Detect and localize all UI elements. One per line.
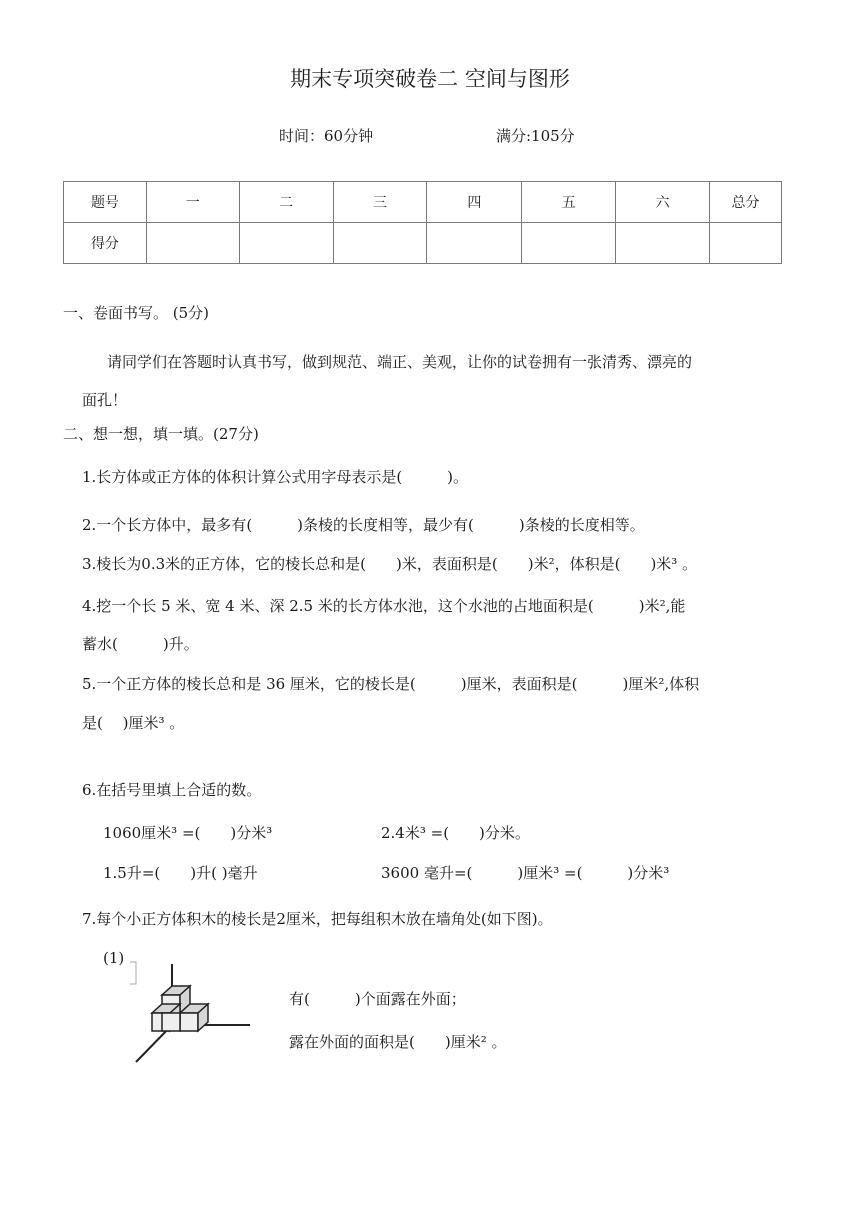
section1-text-line2: 面孔！ (82, 391, 128, 409)
question-6: 6.在括号里填上合适的数。 (82, 781, 262, 799)
exam-time: 时间：60分钟 (279, 127, 374, 145)
question-7b: 露在外面的面积是( )厘米² 。 (289, 1033, 507, 1051)
question-5-line1: 5.一个正方体的棱长总和是 36 厘米，它的棱长是( )厘米，表面积是( )厘米²,体积 (82, 675, 700, 693)
row-label: 得分 (64, 223, 147, 264)
question-5-line2: 是( )厘米³ 。 (82, 714, 185, 732)
question-3: 3.棱长为0.3米的正方体，它的棱长总和是( )米，表面积是( )米²，体积是( )米³ 。 (82, 555, 698, 573)
page-title: 期末专项突破卷二 空间与图形 (290, 67, 570, 91)
score-cell[interactable] (146, 223, 239, 264)
question-6d: 3600 毫升=( )厘米³ =( )分米³ (381, 864, 670, 882)
section1-text-line1: 请同学们在答题时认真书写，做到规范、端正、美观，让你的试卷拥有一张清秀、漂亮的 (107, 353, 693, 371)
question-7: 7.每个小正方体积木的棱长是2厘米，把每组积木放在墙角处(如下图)。 (82, 910, 553, 928)
header-cell: 总分 (710, 182, 782, 223)
score-cell[interactable] (616, 223, 710, 264)
section1-heading: 一、卷面书写。 (5分) (63, 304, 210, 322)
header-cell: 五 (522, 182, 616, 223)
question-4-line1: 4.挖一个长 5 米、宽 4 米、深 2.5 米的长方体水池，这个水池的占地面积是( )米²,能 (82, 597, 686, 615)
question-4-line2: 蓄水( )升。 (82, 635, 199, 653)
full-score: 满分:105分 (496, 127, 575, 145)
question-6a: 1060厘米³ =( )分米³ (103, 824, 273, 842)
score-cell[interactable] (427, 223, 522, 264)
score-cell[interactable] (239, 223, 333, 264)
cube-corner-figure (120, 950, 260, 1070)
header-cell: 三 (333, 182, 427, 223)
question-1: 1.长方体或正方体的体积计算公式用字母表示是( )。 (82, 468, 469, 486)
question-6c: 1.5升=( )升( )毫升 (103, 864, 258, 882)
score-cell[interactable] (333, 223, 427, 264)
score-table (63, 181, 782, 264)
question-7-sub-label: (1) (103, 949, 125, 967)
header-cell: 一 (146, 182, 239, 223)
header-cell: 四 (427, 182, 522, 223)
question-2: 2.一个长方体中，最多有( )条棱的长度相等，最少有( )条棱的长度相等。 (82, 516, 645, 534)
score-table-header-row (64, 182, 782, 223)
question-6b: 2.4米³ =( )分米。 (381, 824, 530, 842)
header-cell: 二 (239, 182, 333, 223)
question-7a: 有( )个面露在外面； (289, 990, 466, 1008)
score-cell[interactable] (710, 223, 782, 264)
header-cell: 题号 (64, 182, 147, 223)
section2-heading: 二、想一想，填一填。(27分) (63, 425, 259, 443)
header-cell: 六 (616, 182, 710, 223)
score-table-score-row (64, 223, 782, 264)
score-cell[interactable] (522, 223, 616, 264)
